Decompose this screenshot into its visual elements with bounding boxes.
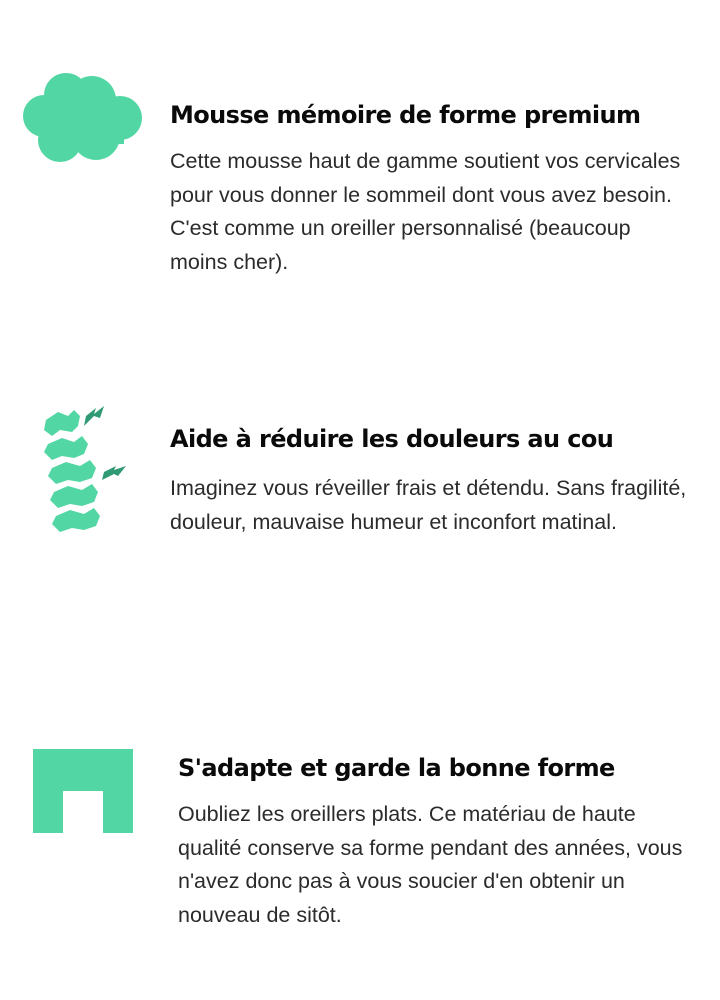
spine-pain-icon [38, 402, 134, 546]
feature-description: Imaginez vous réveiller frais et détendu. Sans fragilité, douleur, mauvaise humeur et inconfort matinal. [170, 476, 687, 534]
arch-icon [33, 749, 133, 833]
feature-title: S'adapte et garde la bonne forme [178, 754, 615, 782]
feature-description: Cette mousse haut de gamme soutient vos cervicales pour vous donner le sommeil dont vous avez besoin. C'est comme un oreiller personnalisé (beaucoup moins cher). [170, 149, 681, 274]
cloud-icon [22, 70, 146, 166]
feature-title: Aide à réduire les douleurs au cou [170, 425, 614, 453]
feature-title: Mousse mémoire de forme premium [170, 101, 641, 129]
feature-description: Oubliez les oreillers plats. Ce matériau de haute qualité conserve sa forme pendant des années, vous n'avez donc pas à vous soucier d'en obtenir un nouveau de sitôt. [178, 802, 683, 927]
